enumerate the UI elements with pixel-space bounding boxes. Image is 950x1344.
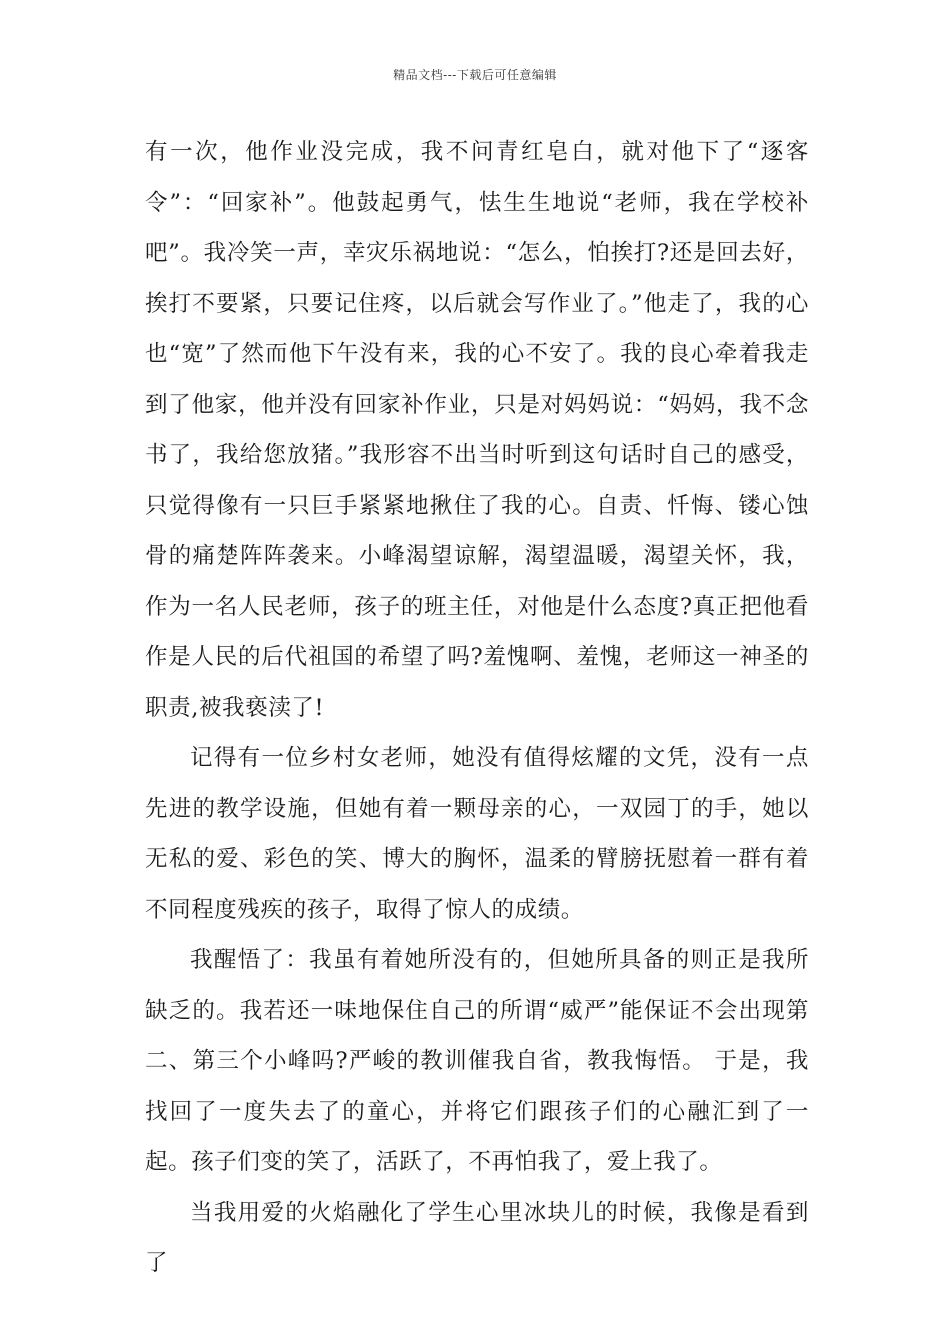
paragraph-2: 记得有一位乡村女老师，她没有值得炫耀的文凭，没有一点先进的教学设施，但她有着一颗母亲的心，一双园丁的手，她以无私的爱、彩色的笑、博大的胸怀，温柔的臂膀抚慰着一群有着不同程度残疾的孩子，取得了惊人的成绩。 <box>145 745 809 923</box>
document-body <box>145 127 809 1289</box>
paragraph-1: 有一次，他作业没完成，我不问青红皂白，就对他下了“逐客令”：“回家补”。他鼓起勇气，怯生生地说“老师，我在学校补吧”。我冷笑一声，幸灾乐祸地说：“怎么，怕挨打?还是回去好，挨打不要紧，只要记住疼，以后就会写作业了。”他走了，我的心也“宽”了然而他下午没有来，我的心不安了。我的良心牵着我走到了他家，他并没有回家补作业，只是对妈妈说：“妈妈，我不念书了，我给您放猪。”我形容不出当时听到这句话时自己的感受，只觉得像有一只巨手紧紧地揪住了我的心。自责、忏悔、镂心蚀骨的痛楚阵阵袭来。小峰渴望谅解，渴望温暖，渴望关怀，我，作为一名人民老师，孩子的班主任，对他是什么态度?真正把他看作是人民的后代祖国的希望了吗?羞愧啊、羞愧，老师这一神圣的职责,被我亵渎了! <box>145 139 809 721</box>
paragraph-3: 我醒悟了：我虽有着她所没有的，但她所具备的则正是我所缺乏的。我若还一味地保住自己的所谓“威严”能保证不会出现第二、第三个小峰吗?严峻的教训催我自省，教我悔悟。 于是，我找回了一度失去了的童心，并将它们跟孩子们的心融汇到了一起。孩子们变的笑了，活跃了，不再怕我了，爱上我了。 <box>145 947 809 1175</box>
page-header: 精品文档---下载后可任意编辑 <box>393 68 557 82</box>
paragraph-4: 当我用爱的火焰融化了学生心里冰块儿的时候，我像是看到了 <box>145 1199 809 1276</box>
